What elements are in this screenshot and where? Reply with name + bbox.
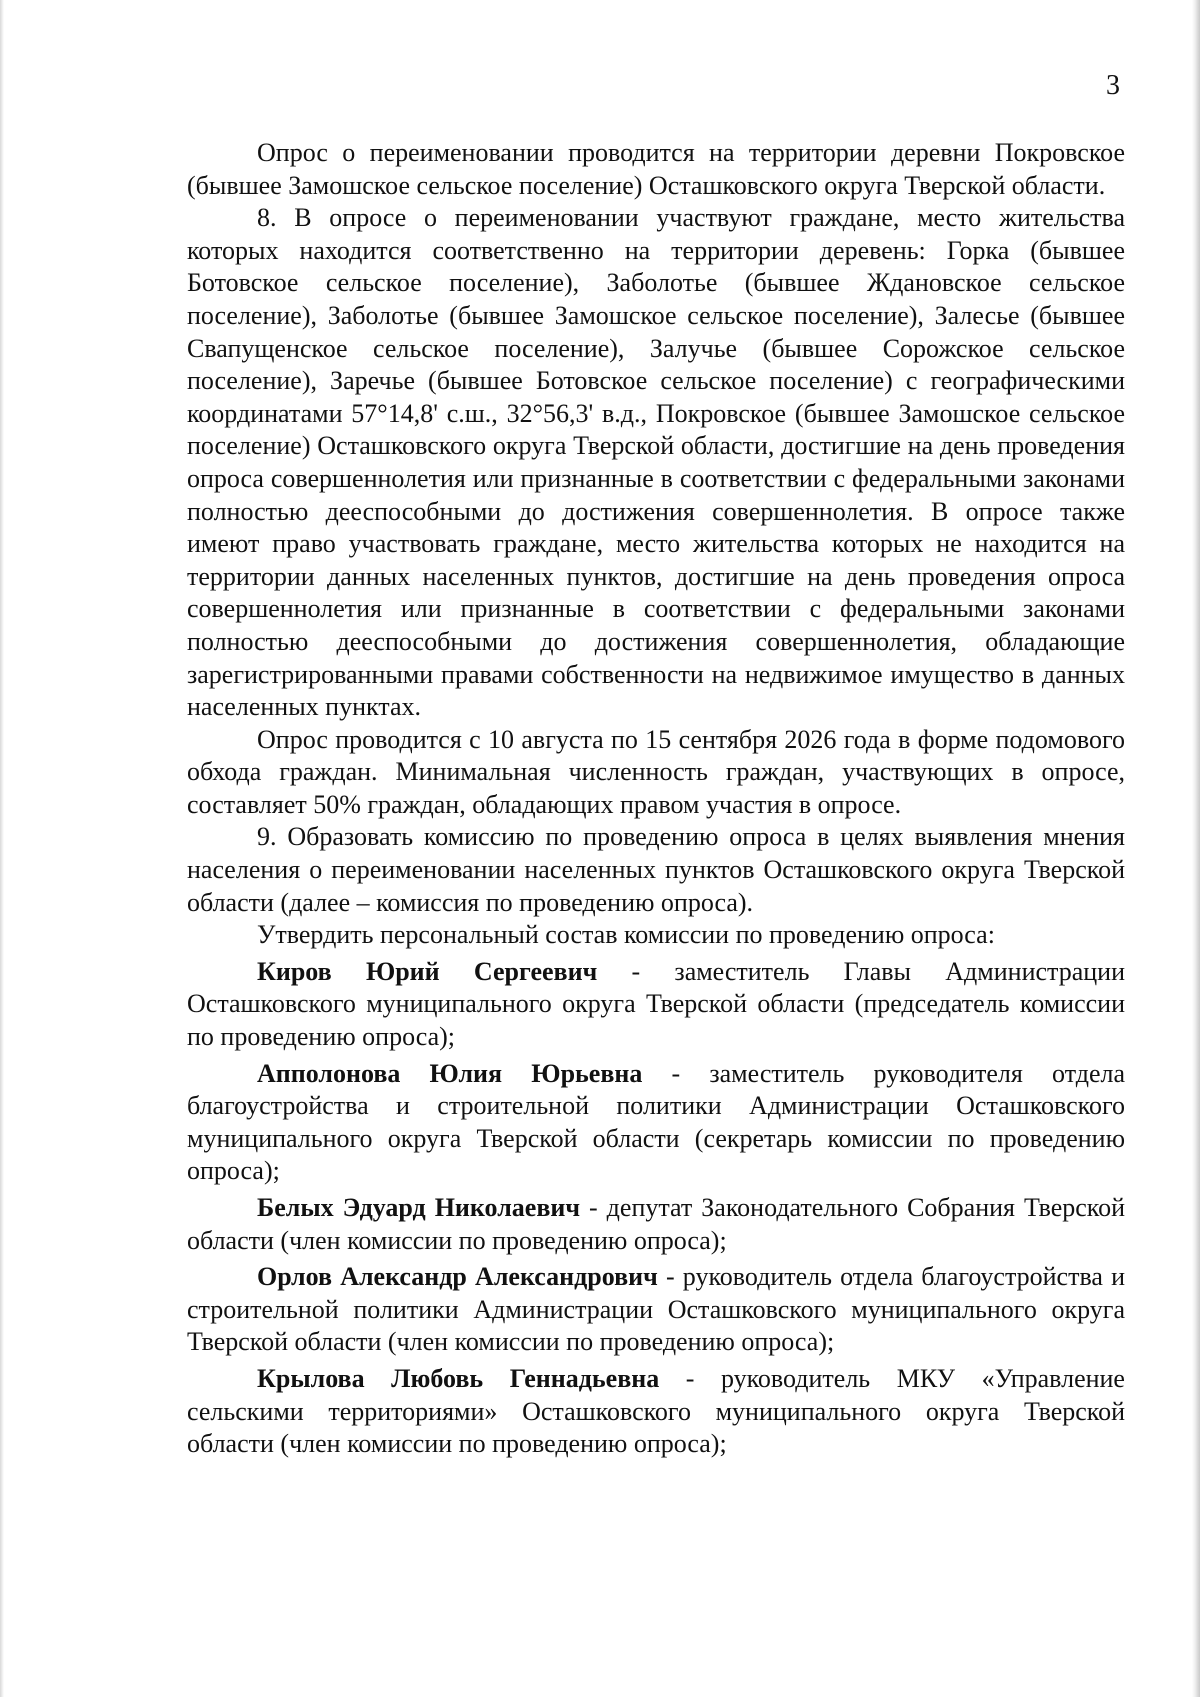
paragraph-item-9-commission: 9. Образовать комиссию по проведению опроса в целях выявления мнения населения о переименовании населенных пунктов Осташковского округа Тверской области (далее – комиссия по проведению опроса). xyxy=(187,822,1125,917)
scan-edge-right xyxy=(1192,0,1200,1697)
commission-member xyxy=(187,1058,1125,1188)
member-name: Апполонова Юлия Юрьевна xyxy=(257,1058,643,1088)
page-number: 3 xyxy=(1106,70,1120,101)
member-role: - заместитель руководителя отдела благоустройства и строительной политики Администрации Осташковского муниципального округа Тверской области (секретарь комиссии по проведению опроса); xyxy=(187,1058,1126,1186)
commission-member xyxy=(187,956,1125,1054)
paragraph-commission-composition: Утвердить персональный состав комиссии по проведению опроса: xyxy=(257,920,995,950)
member-role: - депутат Законодательного Собрания Тверской области (член комиссии по проведению опроса); xyxy=(187,1193,1126,1255)
commission-member xyxy=(187,1261,1125,1359)
scan-edge-left xyxy=(0,0,4,1697)
member-role: - руководитель отдела благоустройства и строительной политики Администрации Осташковского муниципального округа Тверской области (член комиссии по проведению опроса); xyxy=(187,1262,1125,1357)
paragraph-survey-period: Опрос проводится с 10 августа по 15 сентября 2026 года в форме подомового обхода граждан. Минимальная численность граждан, участвующих в опросе, составляет 50% граждан, обладающих правом участия в опросе. xyxy=(187,724,1125,819)
commission-member xyxy=(187,1363,1125,1461)
member-name: Крылова Любовь Геннадьевна xyxy=(257,1363,660,1393)
member-name: Киров Юрий Сергеевич xyxy=(257,956,598,986)
document-body xyxy=(187,137,1125,1461)
commission-member xyxy=(187,1192,1125,1257)
member-role: - руководитель МКУ «Управление сельскими территориями» Осташковского муниципального округа Тверской области (член комиссии по проведению опроса); xyxy=(187,1363,1125,1459)
member-name: Белых Эдуард Николаевич xyxy=(257,1193,581,1222)
paragraph-survey-territory: Опрос о переименовании проводится на территории деревни Покровское (бывшее Замошское сельское поселение) Осташковского округа Тверской области. xyxy=(187,138,1125,200)
paragraph-item-8-participants: 8. В опросе о переименовании участвуют граждане, место жительства которых находится соответственно на территории деревень: Горка (бывшее Ботовское сельское поселение), Заболотье (бывшее Ждановское сельское поселение), Заболотье (бывшее Замошское сельское поселение), Залесье (бывшее Свапущенское сельское поселение), Залучье (бывшее Сорожское сельское поселение), Заречье (бывшее Ботовское сельское поселение) с географическими координатами 57°14,8' с.ш., 32°56,3' в.д., Покровское (бывшее Замошское сельское поселение) Осташковского округа Тверской области, достигшие на день проведения опроса совершеннолетия или признанные в соответствии с федеральными законами полностью дееспособными до достижения совершеннолетия. В опросе также имеют право участвовать граждане, место жительства которых не находится на территории данных населенных пунктов, достигшие на день проведения опроса совершеннолетия или признанные в соответствии с федеральными законами полностью дееспособными до достижения совершеннолетия, обладающие зарегистрированными правами собственности на недвижимое имущество в данных населенных пунктах. xyxy=(187,203,1125,722)
member-role: - заместитель Главы Администрации Осташковского муниципального округа Тверской области (председатель комиссии по проведению опроса); xyxy=(187,956,1125,1052)
member-name: Орлов Александр Александрович xyxy=(257,1262,658,1292)
